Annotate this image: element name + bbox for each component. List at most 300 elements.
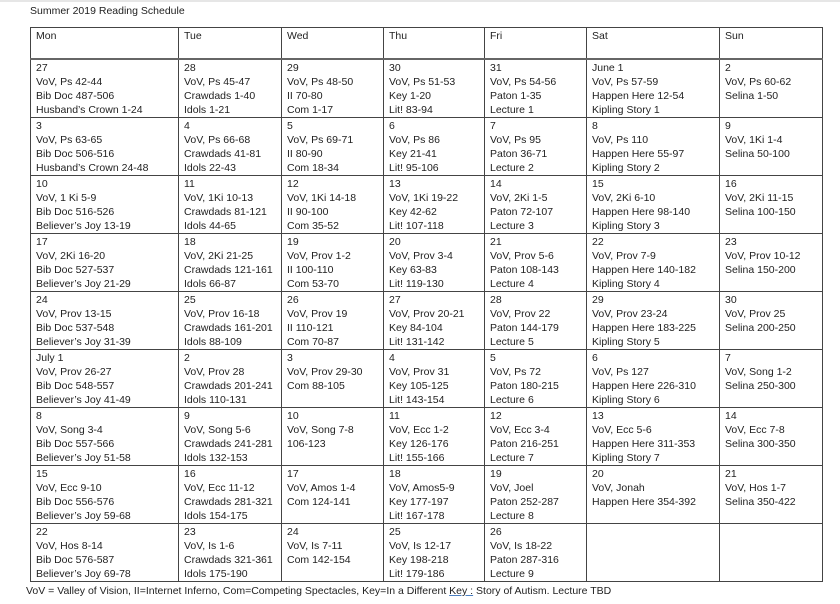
- reading-item: Believer’s Joy 51-58: [36, 452, 131, 464]
- reading-item: Lecture 8: [490, 510, 534, 522]
- reading-item: Kipling Story 4: [592, 278, 660, 290]
- reading-item: VoV, Ecc 1-2: [389, 424, 449, 436]
- reading-item: VoV, 2Ki 6-10: [592, 192, 656, 204]
- date-label: 10: [287, 410, 299, 422]
- reading-item: VoV, 2Ki 1-5: [490, 192, 548, 204]
- reading-item: VoV, Prov 5-6: [490, 250, 554, 262]
- day-cell: [282, 408, 384, 466]
- reading-item: Lit! 131-142: [389, 336, 445, 348]
- day-cell: [179, 408, 282, 466]
- reading-item: Paton 180-215: [490, 380, 559, 392]
- reading-item: VoV, 1Ki 19-22: [389, 192, 459, 204]
- date-label: 2: [725, 62, 731, 74]
- reading-item: VoV, Ps 48-50: [287, 76, 354, 88]
- reading-item: Selina 150-200: [725, 264, 796, 276]
- date-label: 23: [725, 236, 737, 248]
- day-cell: [587, 292, 720, 350]
- reading-item: Selina 1-50: [725, 90, 779, 102]
- reading-item: Lecture 3: [490, 220, 534, 232]
- reading-item: Husband’s Crown 1-24: [36, 104, 143, 116]
- reading-item: Com 88-105: [287, 380, 345, 392]
- date-label: 14: [490, 178, 502, 190]
- reading-item: Key 42-62: [389, 206, 437, 218]
- reading-item: VoV, Ecc 3-4: [490, 424, 550, 436]
- day-cell: [31, 234, 179, 292]
- reading-item: Crawdads 161-201: [184, 322, 273, 334]
- reading-item: Idols 88-109: [184, 336, 242, 348]
- reading-item: Believer’s Joy 59-68: [36, 510, 131, 522]
- reading-item: Kipling Story 3: [592, 220, 660, 232]
- date-label: 16: [725, 178, 737, 190]
- date-label: 12: [490, 410, 502, 422]
- reading-item: VoV, Ecc 11-12: [184, 482, 255, 494]
- day-cell: [720, 118, 823, 176]
- date-label: 12: [287, 178, 299, 190]
- date-label: 25: [389, 526, 401, 538]
- day-cell: [485, 524, 587, 582]
- day-cell: [587, 524, 720, 582]
- date-label: July 1: [36, 352, 64, 364]
- week-row: [31, 234, 823, 292]
- reading-item: II 70-80: [287, 90, 323, 102]
- reading-item: Key 198-218: [389, 554, 449, 566]
- reading-item: Lecture 9: [490, 568, 534, 580]
- reading-item: VoV, Prov 10-12: [725, 250, 801, 262]
- day-cell: [384, 466, 485, 524]
- reading-item: VoV, Ps 95: [490, 134, 541, 146]
- reading-item: VoV, Song 7-8: [287, 424, 354, 436]
- day-cell: [384, 176, 485, 234]
- reading-item: Paton 216-251: [490, 438, 559, 450]
- reading-item: Bib Doc 527-537: [36, 264, 115, 276]
- reading-item: Happen Here 354-392: [592, 496, 696, 508]
- date-label: 3: [36, 120, 42, 132]
- day-header-wed: Wed: [282, 28, 384, 60]
- day-cell: [282, 118, 384, 176]
- date-label: 30: [389, 62, 401, 74]
- footnote-text: VoV = Valley of Vision, II=Internet Inferno, Com=Competing Spectacles, Key=In a Different: [26, 585, 450, 597]
- reading-item: Key 126-176: [389, 438, 449, 450]
- reading-item: VoV, Ps 69-71: [287, 134, 354, 146]
- day-cell: [179, 234, 282, 292]
- day-cell: [31, 118, 179, 176]
- reading-item: Crawdads 1-40: [184, 90, 256, 102]
- day-header-tue: Tue: [179, 28, 282, 60]
- reading-item: VoV, 1Ki 1-4: [725, 134, 783, 146]
- date-label: 9: [725, 120, 731, 132]
- date-label: 15: [36, 468, 48, 480]
- date-label: 19: [287, 236, 299, 248]
- date-label: 29: [287, 62, 299, 74]
- day-cell: [282, 350, 384, 408]
- reading-item: VoV, Prov 16-18: [184, 308, 260, 320]
- date-label: 24: [36, 294, 48, 306]
- date-label: 21: [725, 468, 737, 480]
- reading-item: Key 63-83: [389, 264, 437, 276]
- day-cell: [587, 118, 720, 176]
- reading-item: Happen Here 12-54: [592, 90, 685, 102]
- reading-item: Selina 50-100: [725, 148, 790, 160]
- reading-item: Com 124-141: [287, 496, 351, 508]
- reading-item: Lit! 95-106: [389, 162, 439, 174]
- day-cell: [282, 176, 384, 234]
- reading-schedule-table: [30, 27, 823, 582]
- day-cell: [485, 292, 587, 350]
- week-row: [31, 59, 823, 118]
- reading-item: Lecture 1: [490, 104, 534, 116]
- reading-item: Key 21-41: [389, 148, 437, 160]
- day-header-thu: Thu: [384, 28, 485, 60]
- reading-item: Selina 200-250: [725, 322, 796, 334]
- reading-item: VoV, Ps 51-53: [389, 76, 456, 88]
- reading-item: Key 177-197: [389, 496, 449, 508]
- day-cell: [31, 350, 179, 408]
- reading-item: Selina 300-350: [725, 438, 796, 450]
- reading-item: VoV, Prov 7-9: [592, 250, 656, 262]
- reading-item: VoV, Is 18-22: [490, 540, 553, 552]
- date-label: 31: [490, 62, 502, 74]
- reading-item: Believer’s Joy 21-29: [36, 278, 131, 290]
- reading-item: Idols 110-131: [184, 394, 247, 406]
- reading-item: II 80-90: [287, 148, 323, 160]
- reading-item: Paton 108-143: [490, 264, 559, 276]
- reading-item: VoV, Ps 86: [389, 134, 440, 146]
- week-row: [31, 350, 823, 408]
- footnote-key-link: Key :: [449, 585, 474, 597]
- reading-item: VoV, Ps 63-65: [36, 134, 103, 146]
- date-label: 25: [184, 294, 196, 306]
- date-label: 6: [592, 352, 598, 364]
- day-cell: [587, 176, 720, 234]
- date-label: 10: [36, 178, 48, 190]
- reading-item: Lecture 4: [490, 278, 534, 290]
- reading-item: Key 1-20: [389, 90, 432, 102]
- reading-item: Believer’s Joy 31-39: [36, 336, 131, 348]
- day-cell: [587, 466, 720, 524]
- day-cell: [485, 59, 587, 118]
- week-row: [31, 292, 823, 350]
- day-cell: [720, 350, 823, 408]
- reading-item: Crawdads 81-121: [184, 206, 267, 218]
- date-label: 20: [592, 468, 604, 480]
- reading-item: VoV, 2Ki 21-25: [184, 250, 254, 262]
- day-cell: [282, 59, 384, 118]
- week-row: [31, 524, 823, 582]
- reading-item: Kipling Story 7: [592, 452, 660, 464]
- day-cell: [31, 176, 179, 234]
- reading-item: VoV, Ecc 9-10: [36, 482, 102, 494]
- reading-item: Com 18-34: [287, 162, 339, 174]
- day-cell: [282, 292, 384, 350]
- date-label: 17: [36, 236, 48, 248]
- day-cell: [31, 59, 179, 118]
- reading-item: Lit! 143-154: [389, 394, 445, 406]
- reading-item: VoV, Prov 25: [725, 308, 786, 320]
- day-cell: [485, 466, 587, 524]
- reading-item: VoV, Song 3-4: [36, 424, 103, 436]
- reading-item: VoV, Prov 3-4: [389, 250, 453, 262]
- reading-item: VoV, Prov 23-24: [592, 308, 668, 320]
- reading-item: VoV, Prov 22: [490, 308, 551, 320]
- reading-item: VoV, Hos 1-7: [725, 482, 786, 494]
- date-label: 18: [389, 468, 401, 480]
- reading-item: Happen Here 98-140: [592, 206, 691, 218]
- reading-item: II 100-110: [287, 264, 334, 276]
- reading-item: Idols 154-175: [184, 510, 248, 522]
- date-label: 9: [184, 410, 190, 422]
- date-label: 5: [287, 120, 293, 132]
- day-cell: [485, 176, 587, 234]
- reading-item: Happen Here 311-353: [592, 438, 696, 450]
- date-label: 28: [184, 62, 196, 74]
- reading-item: Lecture 7: [490, 452, 534, 464]
- day-cell: [587, 59, 720, 118]
- reading-item: VoV, 1Ki 14-18: [287, 192, 357, 204]
- day-cell: [179, 524, 282, 582]
- reading-item: VoV, 2Ki 16-20: [36, 250, 106, 262]
- day-cell: [179, 59, 282, 118]
- day-cell: [720, 292, 823, 350]
- reading-item: Lit! 119-130: [389, 278, 444, 290]
- day-cell: [179, 466, 282, 524]
- reading-item: 106-123: [287, 438, 326, 450]
- day-cell: [384, 408, 485, 466]
- document-title: Summer 2019 Reading Schedule: [30, 5, 185, 17]
- reading-item: Com 142-154: [287, 554, 351, 566]
- reading-item: VoV, Ps 60-62: [725, 76, 792, 88]
- reading-item: VoV, Ps 54-56: [490, 76, 557, 88]
- reading-item: VoV, Is 7-11: [287, 540, 343, 552]
- reading-item: Selina 100-150: [725, 206, 796, 218]
- reading-item: VoV, Jonah: [592, 482, 645, 494]
- reading-item: II 110-121: [287, 322, 334, 334]
- reading-item: Paton 144-179: [490, 322, 559, 334]
- reading-item: Kipling Story 1: [592, 104, 660, 116]
- reading-item: Crawdads 41-81: [184, 148, 262, 160]
- reading-item: Bib Doc 548-557: [36, 380, 115, 392]
- day-cell: [384, 350, 485, 408]
- date-label: 14: [725, 410, 737, 422]
- day-cell: [720, 234, 823, 292]
- date-label: 4: [184, 120, 190, 132]
- reading-item: Bib Doc 557-566: [36, 438, 115, 450]
- reading-item: Kipling Story 5: [592, 336, 660, 348]
- reading-item: Bib Doc 537-548: [36, 322, 115, 334]
- date-label: 13: [389, 178, 401, 190]
- date-label: 26: [287, 294, 299, 306]
- reading-item: Crawdads 241-281: [184, 438, 273, 450]
- reading-item: Com 70-87: [287, 336, 339, 348]
- week-row: [31, 408, 823, 466]
- footnote-text-end: Story of Autism. Lecture TBD: [473, 585, 612, 597]
- day-cell: [384, 59, 485, 118]
- reading-item: VoV, Ps 42-44: [36, 76, 103, 88]
- reading-item: Selina 350-422: [725, 496, 796, 508]
- date-label: 23: [184, 526, 196, 538]
- reading-item: Happen Here 140-182: [592, 264, 696, 276]
- reading-item: Crawdads 121-161: [184, 264, 273, 276]
- date-label: 21: [490, 236, 502, 248]
- day-cell: [31, 466, 179, 524]
- reading-item: Paton 252-287: [490, 496, 559, 508]
- date-label: 20: [389, 236, 401, 248]
- reading-item: VoV, Prov 19: [287, 308, 348, 320]
- reading-item: VoV, Amos5-9: [389, 482, 455, 494]
- reading-item: Believer’s Joy 13-19: [36, 220, 131, 232]
- reading-item: Paton 1-35: [490, 90, 542, 102]
- reading-item: VoV, 2Ki 11-15: [725, 192, 794, 204]
- reading-item: VoV, Prov 20-21: [389, 308, 465, 320]
- date-label: 6: [389, 120, 395, 132]
- reading-item: Crawdads 201-241: [184, 380, 273, 392]
- date-label: 7: [490, 120, 496, 132]
- reading-item: Bib Doc 556-576: [36, 496, 115, 508]
- reading-item: Lit! 155-166: [389, 452, 445, 464]
- reading-item: VoV, Is 12-17: [389, 540, 452, 552]
- day-cell: [31, 408, 179, 466]
- day-cell: [587, 234, 720, 292]
- reading-item: Lecture 5: [490, 336, 534, 348]
- date-label: 11: [389, 410, 400, 422]
- day-header-mon: Mon: [31, 28, 179, 60]
- day-cell: [485, 350, 587, 408]
- date-label: 7: [725, 352, 731, 364]
- week-row: [31, 118, 823, 176]
- reading-item: Lit! 167-178: [389, 510, 445, 522]
- day-cell: [587, 408, 720, 466]
- day-cell: [31, 524, 179, 582]
- date-label: June 1: [592, 62, 624, 74]
- reading-item: Happen Here 226-310: [592, 380, 696, 392]
- reading-item: II 90-100: [287, 206, 329, 218]
- date-label: 13: [592, 410, 604, 422]
- date-label: 26: [490, 526, 502, 538]
- reading-item: VoV, Joel: [490, 482, 534, 494]
- day-cell: [31, 292, 179, 350]
- day-cell: [384, 292, 485, 350]
- date-label: 15: [592, 178, 604, 190]
- day-header-sat: Sat: [587, 28, 720, 60]
- day-cell: [179, 176, 282, 234]
- reading-item: VoV, Prov 1-2: [287, 250, 351, 262]
- reading-item: Bib Doc 576-587: [36, 554, 115, 566]
- day-cell: [720, 524, 823, 582]
- date-label: 24: [287, 526, 299, 538]
- reading-item: Bib Doc 506-516: [36, 148, 115, 160]
- date-label: 3: [287, 352, 293, 364]
- reading-item: Com 35-52: [287, 220, 339, 232]
- week-row: [31, 466, 823, 524]
- reading-item: Happen Here 183-225: [592, 322, 696, 334]
- reading-item: Idols 66-87: [184, 278, 236, 290]
- reading-item: Lecture 2: [490, 162, 534, 174]
- day-cell: [282, 466, 384, 524]
- date-label: 27: [389, 294, 401, 306]
- day-cell: [282, 234, 384, 292]
- reading-item: Lit! 107-118: [389, 220, 444, 232]
- reading-item: VoV, Ps 110: [592, 134, 649, 146]
- day-cell: [720, 466, 823, 524]
- date-label: 28: [490, 294, 502, 306]
- date-label: 4: [389, 352, 395, 364]
- reading-item: Lit! 179-186: [389, 568, 445, 580]
- reading-item: VoV, Prov 13-15: [36, 308, 112, 320]
- reading-item: VoV, 1 Ki 5-9: [36, 192, 97, 204]
- day-cell: [179, 292, 282, 350]
- date-label: 16: [184, 468, 196, 480]
- reading-item: Key 84-104: [389, 322, 443, 334]
- date-label: 22: [592, 236, 604, 248]
- day-cell: [485, 408, 587, 466]
- day-cell: [179, 118, 282, 176]
- reading-item: VoV, Ps 45-47: [184, 76, 251, 88]
- day-header-fri: Fri: [485, 28, 587, 60]
- day-cell: [384, 118, 485, 176]
- reading-item: Believer’s Joy 69-78: [36, 568, 131, 580]
- reading-item: VoV, Song 5-6: [184, 424, 251, 436]
- reading-item: VoV, Ecc 5-6: [592, 424, 652, 436]
- day-header-sun: Sun: [720, 28, 823, 60]
- date-label: 18: [184, 236, 196, 248]
- date-label: 29: [592, 294, 604, 306]
- day-cell: [384, 524, 485, 582]
- date-label: 22: [36, 526, 48, 538]
- date-label: 5: [490, 352, 496, 364]
- reading-item: VoV, Prov 29-30: [287, 366, 363, 378]
- top-edge: [0, 0, 840, 2]
- reading-item: VoV, Hos 8-14: [36, 540, 103, 552]
- reading-item: Idols 132-153: [184, 452, 248, 464]
- reading-item: Happen Here 55-97: [592, 148, 685, 160]
- reading-item: Idols 175-190: [184, 568, 248, 580]
- date-label: 30: [725, 294, 737, 306]
- day-cell: [485, 118, 587, 176]
- day-cell: [720, 176, 823, 234]
- date-label: 19: [490, 468, 502, 480]
- reading-item: Paton 287-316: [490, 554, 559, 566]
- day-cell: [485, 234, 587, 292]
- reading-item: VoV, Ps 72: [490, 366, 541, 378]
- day-cell: [384, 234, 485, 292]
- week-row: [31, 176, 823, 234]
- reading-item: Lit! 83-94: [389, 104, 433, 116]
- date-label: 8: [592, 120, 598, 132]
- reading-item: Believer’s Joy 41-49: [36, 394, 131, 406]
- date-label: 27: [36, 62, 48, 74]
- date-label: 17: [287, 468, 299, 480]
- reading-item: Idols 22-43: [184, 162, 236, 174]
- reading-item: Paton 36-71: [490, 148, 548, 160]
- reading-item: Bib Doc 516-526: [36, 206, 115, 218]
- reading-item: VoV, Ecc 7-8: [725, 424, 785, 436]
- day-cell: [587, 350, 720, 408]
- header-row: [31, 28, 823, 60]
- reading-item: Selina 250-300: [725, 380, 796, 392]
- day-cell: [720, 59, 823, 118]
- date-label: 11: [184, 178, 195, 190]
- reading-item: VoV, Song 1-2: [725, 366, 792, 378]
- reading-item: Crawdads 321-361: [184, 554, 273, 566]
- reading-item: VoV, 1Ki 10-13: [184, 192, 254, 204]
- reading-item: VoV, Amos 1-4: [287, 482, 356, 494]
- legend-footnote: [26, 584, 840, 598]
- reading-item: Crawdads 281-321: [184, 496, 273, 508]
- reading-item: VoV, Ps 66-68: [184, 134, 251, 146]
- reading-item: Lecture 6: [490, 394, 534, 406]
- reading-item: Idols 44-65: [184, 220, 236, 232]
- reading-item: Paton 72-107: [490, 206, 554, 218]
- day-cell: [720, 408, 823, 466]
